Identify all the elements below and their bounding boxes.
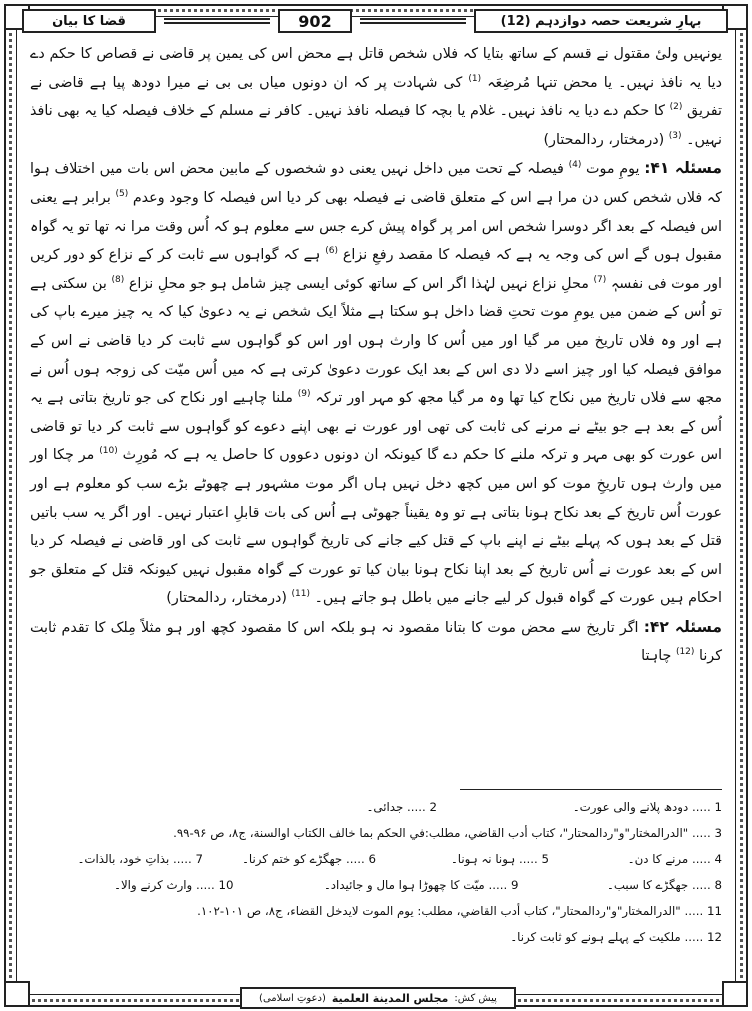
- masala-label: مسئلہ ۴۱:: [644, 159, 722, 178]
- source-citation: (درمختار، ردالمحتار): [543, 131, 665, 148]
- header-rule: [360, 18, 466, 24]
- masala-41: مسئلہ ۴۱: یومِ موت $^{(4)}$ فیصلہ کے تحت میں داخل نہیں یعنی دو شخصوں کے مابین محض اس بات میں اختلاف ہوا کہ فلاں شخص کس دن مرا ہے اس کے متعلق قاضی نے فیصلہ بھی کر دیا اس فیصلہ کا وجود وعدم $^{(5)}$ برابر ہے یعنی اس فیصلہ کے بعد اگر دوسرا شخص اس امر پر گواہ پیش کرے جس سے معلوم ہو کہ اُس وقت مرا نہ تھا تو یہ گواہ مقبول ہوں گے اس کی وجہ یہ ہے کہ فیصلہ کا مقصد رفعِ نزاع $^{(6)}$ ہے کہ گواہوں سے ثابت کر کے نزاع کو دور کریں اور موت فی نفسہٖ $^{(7)}$ محلِ نزاع نہیں لہٰذا اگر اس کے ساتھ کوئی ایسی چیز شامل ہو جو محلِ نزاع $^{(8)}$ بن سکتی ہے تو اُس کے ضمن میں یومِ موت تحتِ قضا داخل ہو سکتا ہے مثلاً ایک شخص نے یہ دعویٰ کیا کہ یہ چیز میرے باپ کی ہے اور وہ فلاں تاریخ میں مر گیا اور میں اُس کا وارث ہوں اور اس کو گواہوں سے ثابت کر دیا قاضی نے اس کے موافق فیصلہ کیا اور چیز اسے دلا دی اس کے بعد ایک عورت دعویٰ کرتی ہے کہ میں اُس میّت کی زوجہ ہوں اُس نے مجھ سے فلاں تاریخ میں نکاح کیا تھا وہ مر گیا مجھ کو مہر اور ترکہ $^{(9)}$ ملنا چاہیے اور نکاح کی جو تاریخ بتاتی ہے یہ اُس کے بعد ہے جو بیٹے نے مرنے کی ثابت کی تھی اور عورت نے بھی اپنے دعوے کو گواہوں سے ثابت کر دیا تو قاضی اس عورت کو بھی مہر و ترکہ ملنے کا حکم دے گا کیونکہ ان دونوں دعووں کا حاصل یہ ہے کہ مُورِث $^{(10)}$ مر چکا اور میں وارث ہوں تاریخِ موت کو اس میں کچھ دخل نہیں ہاں اگر موت مشہور ہے چھوٹے بڑے سب کو معلوم ہے اور عورت اُس تاریخ کے بعد نکاح ہونا بتاتی ہے تو وہ یقیناً جھوٹی ہے اُس کی بات قابلِ اعتبار نہیں۔ اور اگر یہ سب باتیں قتل کے بعد ہوں کہ پہلے بیٹے نے اپنے باپ کے قتل کیے جانے کی تاریخ گواہوں سے ثابت کی اور قاضی نے فیصلہ کر دیا اس کے بعد عورت نے اُس تاریخ کے بعد اپنا نکاح ہونا بیان کیا تو عورت کے گواہ مقبول نہیں کیونکہ قتل کے متعلق جو احکام ہیں عورت کے گواہ قبول کر لیے جانے میں باطل ہو جاتے ہیں۔ $^{(11)}$ (درمختار، ردالمحتار): [30, 159, 723, 607]
- footnote-separator: [460, 789, 722, 790]
- footnote-ref[interactable]: (9): [297, 389, 311, 400]
- footnote-1: 1 ..... دودھ پلانے والی عورت۔: [572, 800, 722, 814]
- footnote-row: [30, 924, 722, 950]
- footnote-ref[interactable]: (12): [675, 647, 695, 658]
- page-footer: [240, 987, 516, 1009]
- footnote-11: 11 ..... "الدرالمختار"و"ردالمحتار"، كتاب أدب القاضي، مطلب: يوم الموت لايدخل القضاء، ج۸، ص ۱۰۱-۱۰۲.: [197, 904, 722, 918]
- page-number: 902: [278, 9, 352, 33]
- masala-label: مسئلہ ۴۲:: [643, 617, 722, 636]
- header-rule: [164, 18, 270, 24]
- paragraph-1: یونہیں ولیٔ مقتول نے قسم کے ساتھ بتایا کہ فلاں شخص قاتل ہے محض اس کی یمین پر قاضی نے قصاص کا حکم دے دیا یہ نافذ نہیں۔ یا محض تنہا مُرضِعَہ $^{(1)}$ کی شہادت پر کہ ان دونوں میاں بی بی نے میرا دودھ پیا ہے قاضی نے تفریق $^{(2)}$ کا حکم دے دیا یہ نافذ نہیں۔ غلام یا بچہ کا فیصلہ نافذ نہیں۔ کافر نے مسلم کے خلاف فیصلہ کیا یہ بھی نافذ نہیں۔ $^{(3)}$ (درمختار، ردالمحتار): [30, 46, 723, 148]
- footnote-ref[interactable]: (11): [291, 589, 310, 600]
- footnote-8: 8 ..... جھگڑے کا سبب۔: [606, 878, 722, 892]
- footnote-4: 4 ..... مرنے کا دن۔: [627, 852, 722, 866]
- page-header: [22, 9, 728, 33]
- corner-ornament: [722, 981, 748, 1007]
- footnote-row: [30, 872, 722, 898]
- footnote-ref[interactable]: (10): [99, 446, 118, 457]
- chapter-title: قضا کا بیان: [22, 9, 156, 33]
- masala-42: مسئلہ ۴۲: اگر تاریخ سے محض موت کا بتانا مقصود نہ ہو بلکہ اس کا مقصود کچھ اور ہو مثلاً مِلک کا تقدم ثابت کرنا $^{(12)}$ چاہتا: [30, 617, 722, 665]
- footnote-row: [30, 846, 722, 872]
- footer-prefix: پیش کش:: [454, 992, 497, 1004]
- footnote-ref[interactable]: (1): [468, 73, 482, 84]
- footnote-ref[interactable]: (4): [568, 160, 582, 171]
- footnote-2: 2 ..... جدائی۔: [366, 800, 438, 814]
- footnote-ref[interactable]: (8): [111, 274, 125, 285]
- source-citation: (درمختار، ردالمحتار): [166, 590, 287, 607]
- footnote-5: 5 ..... ہونا نہ ہونا۔: [450, 852, 549, 866]
- footnote-ref[interactable]: (5): [115, 189, 129, 200]
- footnote-ref[interactable]: (3): [668, 131, 682, 142]
- footnote-12: 12 ..... ملکیت کے پہلے ہونے کو ثابت کرنا۔: [510, 930, 722, 944]
- publisher-org: (دعوتِ اسلامی): [259, 992, 326, 1004]
- footnote-row: [30, 898, 722, 924]
- footnote-9: 9 ..... میّت کا چھوڑا ہوا مال و جائیداد۔: [323, 878, 519, 892]
- footnote-row: [30, 820, 722, 846]
- corner-ornament: [4, 981, 30, 1007]
- footnote-6: 6 ..... جھگڑے کو ختم کرنا۔: [241, 852, 376, 866]
- footnote-7: 7 ..... بذاتِ خود، بالذات۔: [77, 852, 203, 866]
- footnote-10: 10 ..... وارث کرنے والا۔: [114, 878, 234, 892]
- publisher-name: مجلس المدينة العلمية: [331, 991, 449, 1005]
- footnote-ref[interactable]: (6): [325, 246, 338, 257]
- main-text: [30, 40, 722, 671]
- footnote-ref[interactable]: (2): [669, 102, 683, 113]
- footnote-3: 3 ..... "الدرالمختار"و"ردالمحتار"، كتاب أدب القاضي، مطلب:في الحكم بما خالف الكتاب اوالسنة، ج۸، ص ۹۶-۹۹.: [173, 826, 722, 840]
- footnote-row: [30, 794, 722, 820]
- book-title: بہارِ شریعت حصہ دوازدہم (12): [474, 9, 728, 33]
- footnotes: [30, 794, 722, 950]
- footnote-ref[interactable]: (7): [593, 274, 607, 285]
